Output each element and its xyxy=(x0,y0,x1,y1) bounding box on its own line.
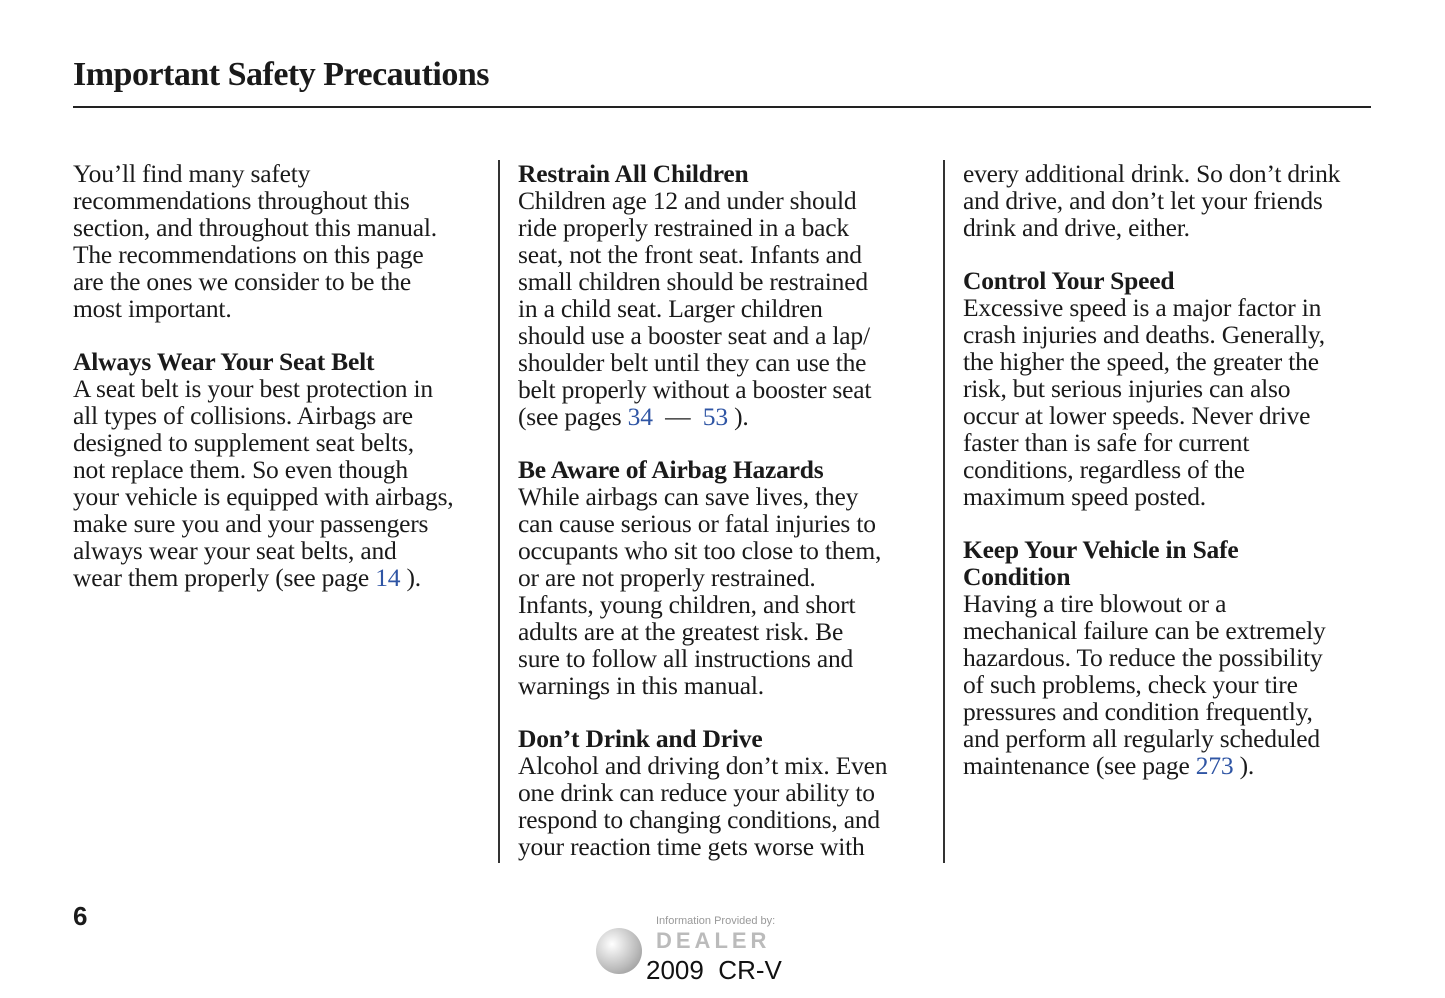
text-line: belt properly without a booster seat xyxy=(518,375,872,404)
text-line xyxy=(963,752,1393,779)
text-line: all types of collisions. Airbags are xyxy=(73,401,413,430)
text-line: warnings in this manual. xyxy=(518,671,764,700)
text-line: occupants who sit too close to them, xyxy=(518,536,882,565)
dealer-logo: DEALER xyxy=(656,928,771,953)
text-line: your vehicle is equipped with airbags, xyxy=(73,482,454,511)
text-line: in a child seat. Larger children xyxy=(518,294,823,323)
text-line: sure to follow all instructions and xyxy=(518,644,854,673)
text-line xyxy=(518,403,948,430)
text-line: make sure you and your passengers xyxy=(73,509,429,538)
text-line: While airbags can save lives, they xyxy=(518,482,859,511)
model-name: 2009 CR-V xyxy=(646,955,782,985)
text-line: Alcohol and driving don’t mix. Even xyxy=(518,751,888,780)
text-line: occur at lower speeds. Never drive xyxy=(963,401,1311,430)
column-divider xyxy=(498,160,500,863)
text-line: Having a tire blowout or a xyxy=(963,589,1227,618)
footer-info: Information Provided by: xyxy=(656,915,776,927)
text-line: or are not properly restrained. xyxy=(518,563,816,592)
title-rule xyxy=(73,106,1371,108)
text-line: should use a booster seat and a lap/ xyxy=(518,321,870,350)
text-line: ride properly restrained in a back xyxy=(518,213,849,242)
text-line: Infants, young children, and short xyxy=(518,590,856,619)
section-gap xyxy=(963,241,1393,267)
text-line: can cause serious or fatal injuries to xyxy=(518,509,876,538)
text-line: respond to changing conditions, and xyxy=(518,805,880,834)
column-3 xyxy=(963,160,1393,779)
text-segment: maintenance (see page xyxy=(963,751,1196,780)
text-line: seat, not the front seat. Infants and xyxy=(518,240,862,269)
text-line: Children age 12 and under should xyxy=(518,186,857,215)
section-heading: Don’t Drink and Drive xyxy=(518,724,763,753)
text-line: crash injuries and deaths. Generally, xyxy=(963,320,1325,349)
page-link[interactable]: 273 xyxy=(1195,751,1234,780)
text-line: designed to supplement seat belts, xyxy=(73,428,414,457)
text-line: faster than is safe for current xyxy=(963,428,1250,457)
text-line: every additional drink. So don’t drink xyxy=(963,159,1341,188)
text-segment: ). xyxy=(400,563,421,592)
page-title: Important Safety Precautions xyxy=(73,56,489,93)
text-line: and perform all regularly scheduled xyxy=(963,724,1320,753)
page-number: 6 xyxy=(73,901,88,931)
text-line: of such problems, check your tire xyxy=(963,670,1298,699)
text-line: section, and throughout this manual. xyxy=(73,213,437,242)
text-segment: wear them properly (see page xyxy=(73,563,376,592)
text-line xyxy=(73,564,503,591)
text-line: maximum speed posted. xyxy=(963,482,1206,511)
text-line: always wear your seat belts, and xyxy=(73,536,397,565)
text-line: You’ll find many safety xyxy=(73,159,311,188)
section-gap xyxy=(518,699,948,725)
text-line: pressures and condition frequently, xyxy=(963,697,1313,726)
text-line: your reaction time gets worse with xyxy=(518,832,865,861)
section-gap xyxy=(518,430,948,456)
page-link[interactable]: 14 xyxy=(375,563,401,592)
text-line: mechanical failure can be extremely xyxy=(963,616,1326,645)
section-gap xyxy=(963,510,1393,536)
section-heading: Control Your Speed xyxy=(963,266,1175,295)
column-divider xyxy=(943,160,945,863)
text-line: most important. xyxy=(73,294,232,323)
text-segment: ). xyxy=(1233,751,1255,780)
text-line: adults are at the greatest risk. Be xyxy=(518,617,844,646)
page-link[interactable]: 53 xyxy=(702,402,728,431)
column-1 xyxy=(73,160,503,591)
text-line: recommendations throughout this xyxy=(73,186,410,215)
footer-logo xyxy=(596,914,856,990)
text-line: are the ones we consider to be the xyxy=(73,267,412,296)
text-segment: (see pages xyxy=(518,402,628,431)
text-segment: ). xyxy=(727,402,749,431)
column-2 xyxy=(518,160,948,860)
text-line: the higher the speed, the greater the xyxy=(963,347,1319,376)
section-heading: Restrain All Children xyxy=(518,159,749,188)
section-heading: Always Wear Your Seat Belt xyxy=(73,347,375,376)
text-line: shoulder belt until they can use the xyxy=(518,348,867,377)
text-line: risk, but serious injuries can also xyxy=(963,374,1291,403)
text-segment: — xyxy=(652,402,703,431)
text-line: Excessive speed is a major factor in xyxy=(963,293,1322,322)
text-line: A seat belt is your best protection in xyxy=(73,374,433,403)
text-line: hazardous. To reduce the possibility xyxy=(963,643,1323,672)
section-gap xyxy=(73,322,503,348)
text-line: one drink can reduce your ability to xyxy=(518,778,875,807)
text-line: not replace them. So even though xyxy=(73,455,408,484)
text-line: conditions, regardless of the xyxy=(963,455,1245,484)
text-line: and drive, and don’t let your friends xyxy=(963,186,1323,215)
text-line: drink and drive, either. xyxy=(963,213,1190,242)
text-line: The recommendations on this page xyxy=(73,240,424,269)
section-heading: Condition xyxy=(963,562,1071,591)
globe-icon xyxy=(596,928,642,974)
text-line: small children should be restrained xyxy=(518,267,868,296)
section-heading: Keep Your Vehicle in Safe xyxy=(963,535,1239,564)
page-link[interactable]: 34 xyxy=(627,402,653,431)
section-heading: Be Aware of Airbag Hazards xyxy=(518,455,824,484)
